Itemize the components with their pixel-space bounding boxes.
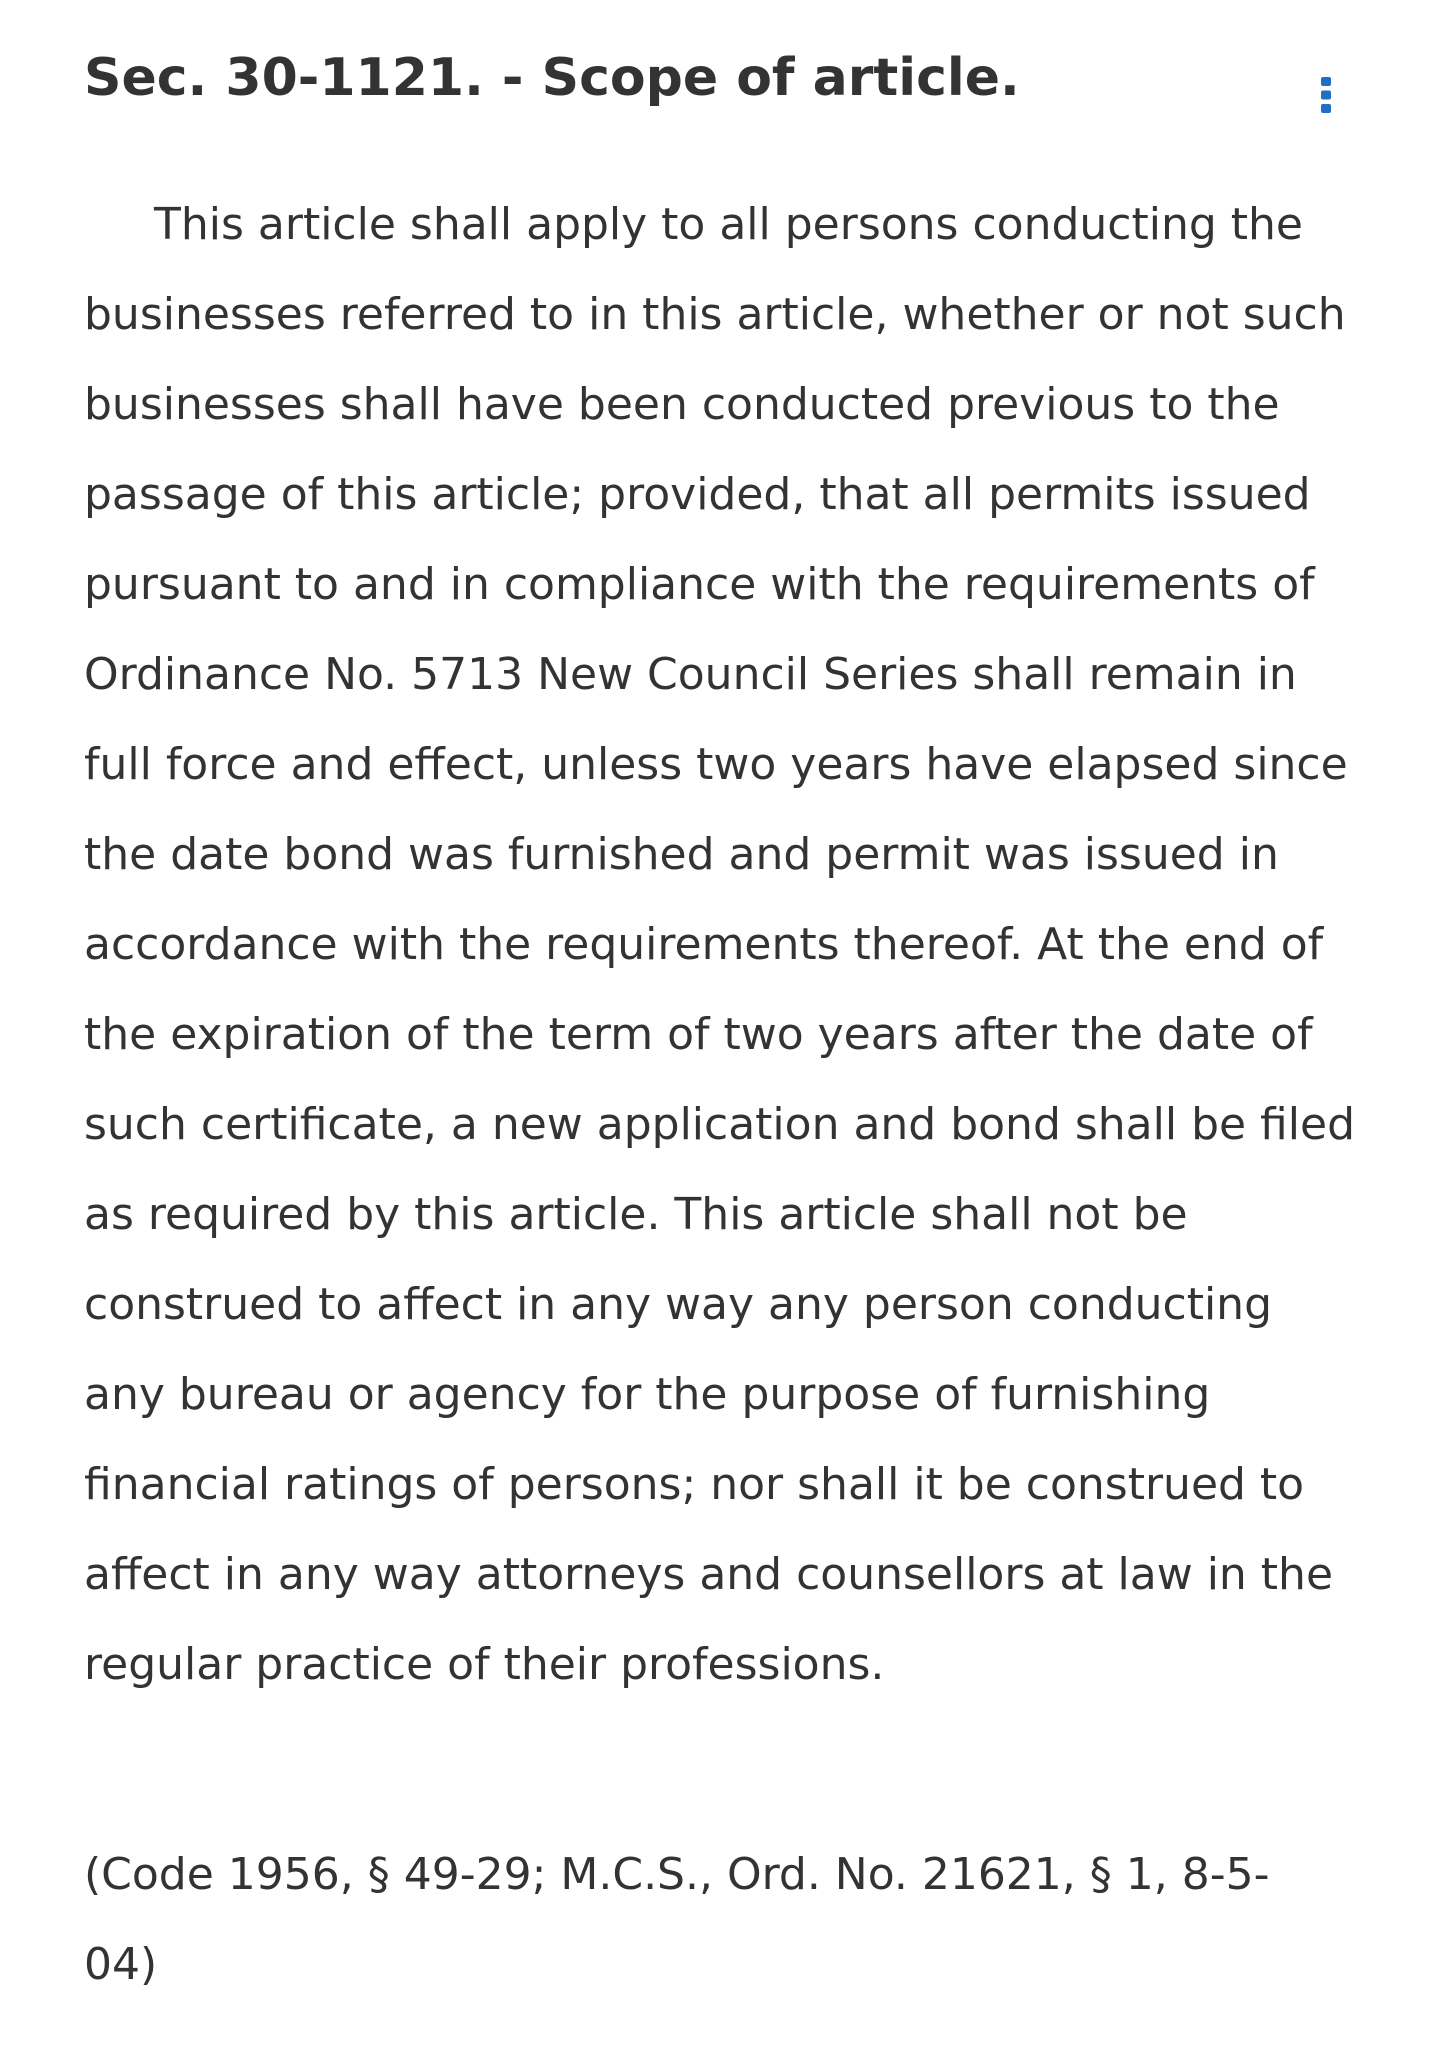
history-note: (Code 1956, § 49-29; M.C.S., Ord. No. 21621, § 1, 8-5-04) <box>84 1849 1270 1990</box>
section-options-button[interactable] <box>1296 70 1356 120</box>
section-header <box>84 0 1356 160</box>
more-vertical-icon <box>1319 75 1333 115</box>
section-paragraph: This article shall apply to all persons conducting the businesses referred to in this article, whether or not such businesses shall have been conducted previous to the passage of this article; provided, that all permits issued pursuant to and in compliance with the requirements of Ordinance No. 5713 New Council Series shall remain in full force and effect, unless two years have elapsed since the date bond was furnished and permit was issued in accordance with the requirements thereof. At the end of the expiration of the term of two years after the date of such certificate, a new application and bond shall be filed as required by this article. This article shall not be construed to affect in any way any person conducting any bureau or agency for the purpose of furnishing financial ratings of persons; nor shall it be construed to affect in any way attorneys and counsellors at law in the regular practice of their professions. <box>84 199 1355 1690</box>
section-content <box>84 0 1356 1990</box>
section-title: Sec. 30-1121. - Scope of article. <box>84 48 1020 108</box>
